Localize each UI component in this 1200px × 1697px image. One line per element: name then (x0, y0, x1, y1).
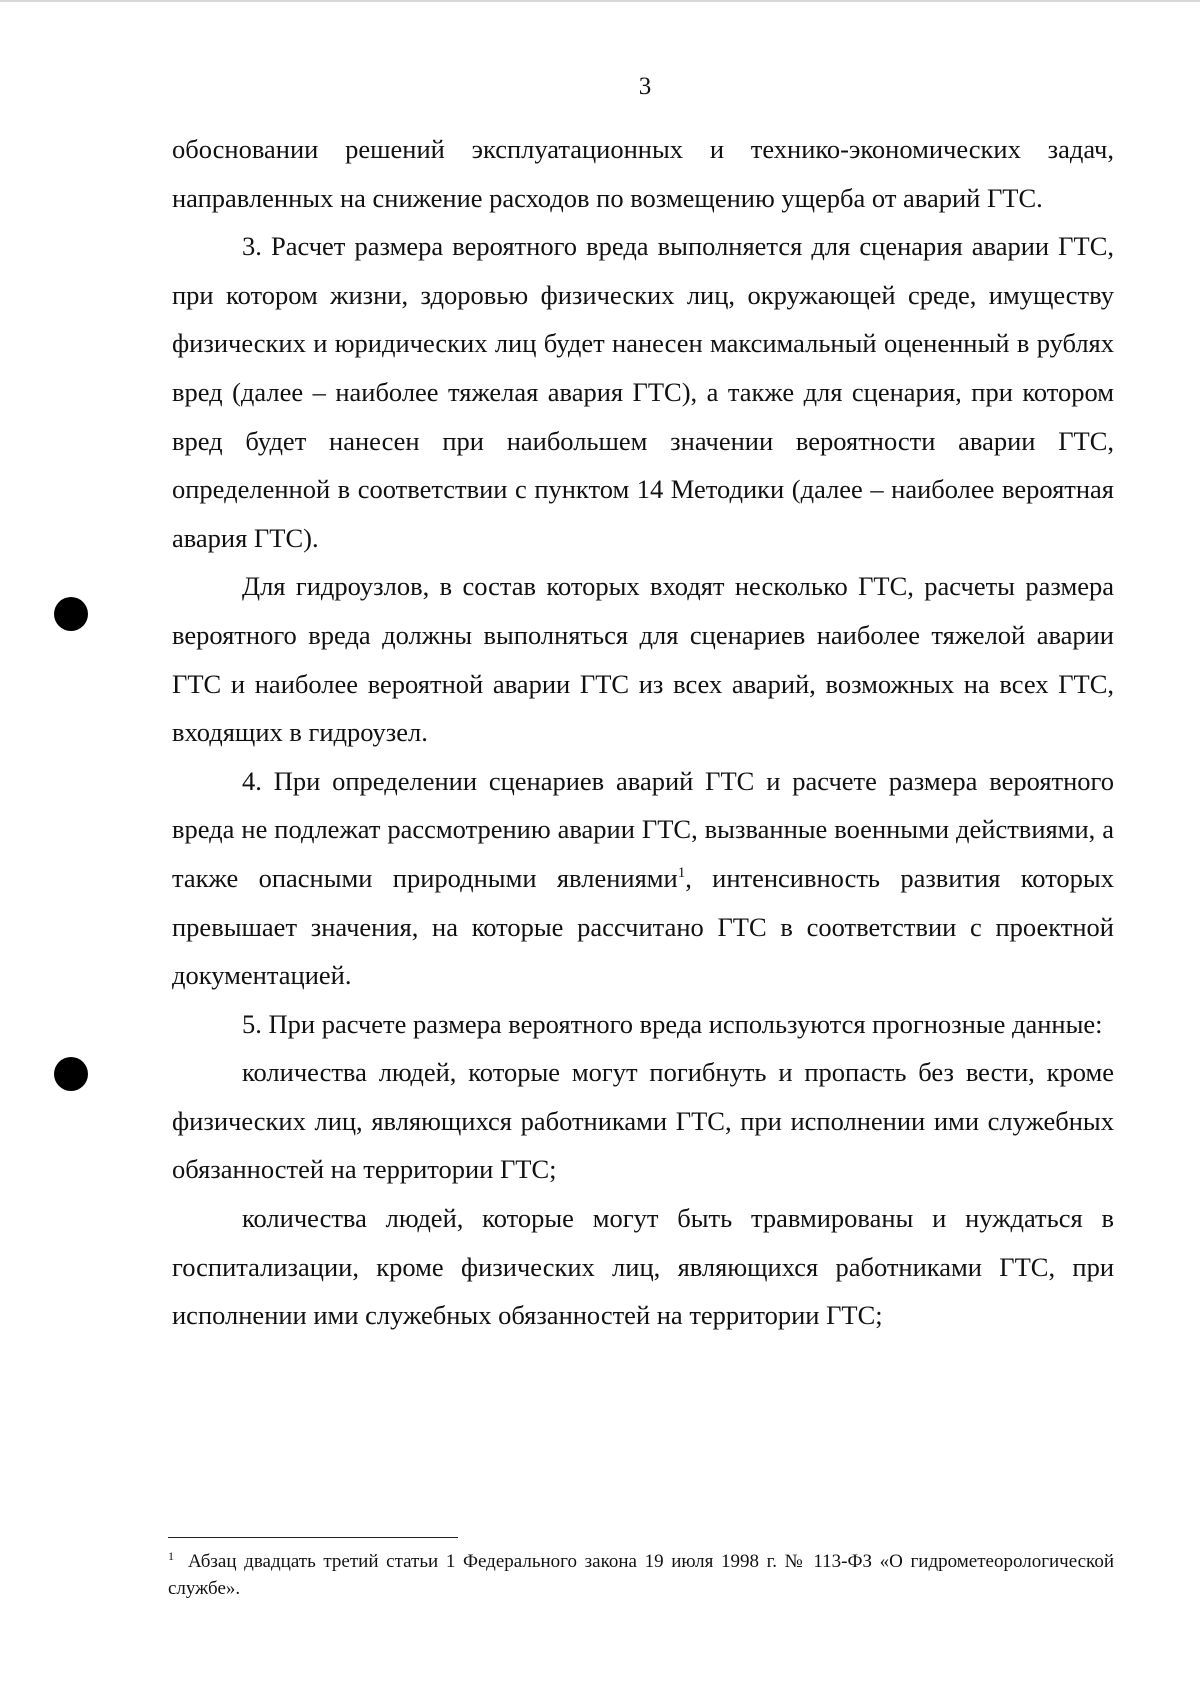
page-number: 3 (638, 73, 652, 100)
paragraph-item-5: 5. При расчете размера вероятного вреда используются прогнозные данные: (242, 1008, 1103, 1039)
paragraph: Для гидроузлов, в состав которых входят несколько ГТС, расчеты размера вероятного вреда должны выполняться для сценариев наиболее тяжелой аварии ГТС и наиболее вероятной аварии ГТС из всех аварий, возможных на всех ГТС, входящих в гидроузел. (172, 571, 1114, 748)
footnote-text: Абзац двадцать третий статьи 1 Федерального закона 19 июля 1998 г. № 113-ФЗ «О гидрометеорологической службе». (168, 1551, 1114, 1599)
punch-hole-mark (54, 597, 88, 631)
footnote-mark: 1 (168, 1548, 174, 1563)
footnote-divider (168, 1537, 458, 1538)
paragraph-text: 4. При определении сценариев аварий ГТС и расчете размера вероятного вреда не подлежат рассмотрению аварии ГТС, вызванные военными действиями, а также опасными природными явлениями (172, 765, 1114, 893)
footnote-reference[interactable]: 1 (677, 865, 686, 882)
scan-edge (0, 0, 1200, 2)
list-item: количества людей, которые могут погибнуть и пропасть без вести, кроме физических лиц, являющихся работниками ГТС, при исполнении ими служебных обязанностей на территории ГТС; (172, 1057, 1114, 1185)
paragraph: обосновании решений эксплуатационных и технико-экономических задач, направленных на снижение расходов по возмещению ущерба от аварий ГТС. (172, 134, 1114, 213)
list-item: количества людей, которые могут быть травмированы и нуждаться в госпитализации, кроме физических лиц, являющихся работниками ГТС, при исполнении ими служебных обязанностей на территории ГТС; (172, 1203, 1114, 1331)
paragraph-item-4 (172, 757, 1114, 1000)
paragraph-text: , интенсивность развития которых превышает значения, на которые рассчитано ГТС в соответствии с проектной документацией. (172, 862, 1114, 991)
body-text (172, 125, 1114, 1340)
footnote (168, 1548, 1114, 1602)
paragraph-item-3: 3. Расчет размера вероятного вреда выполняется для сценария аварии ГТС, при котором жизни, здоровью физических лиц, окружающей среде, имуществу физических и юридических лиц будет нанесен максимальный оцененный в рублях вред (далее – наиболее тяжелая авария ГТС), а также для сценария, при котором вред будет нанесен при наибольшем значении вероятности аварии ГТС, определенной в соответствии с пунктом 14 Методики (далее – наиболее вероятная авария ГТС). (172, 231, 1114, 553)
punch-hole-mark (54, 1057, 88, 1091)
